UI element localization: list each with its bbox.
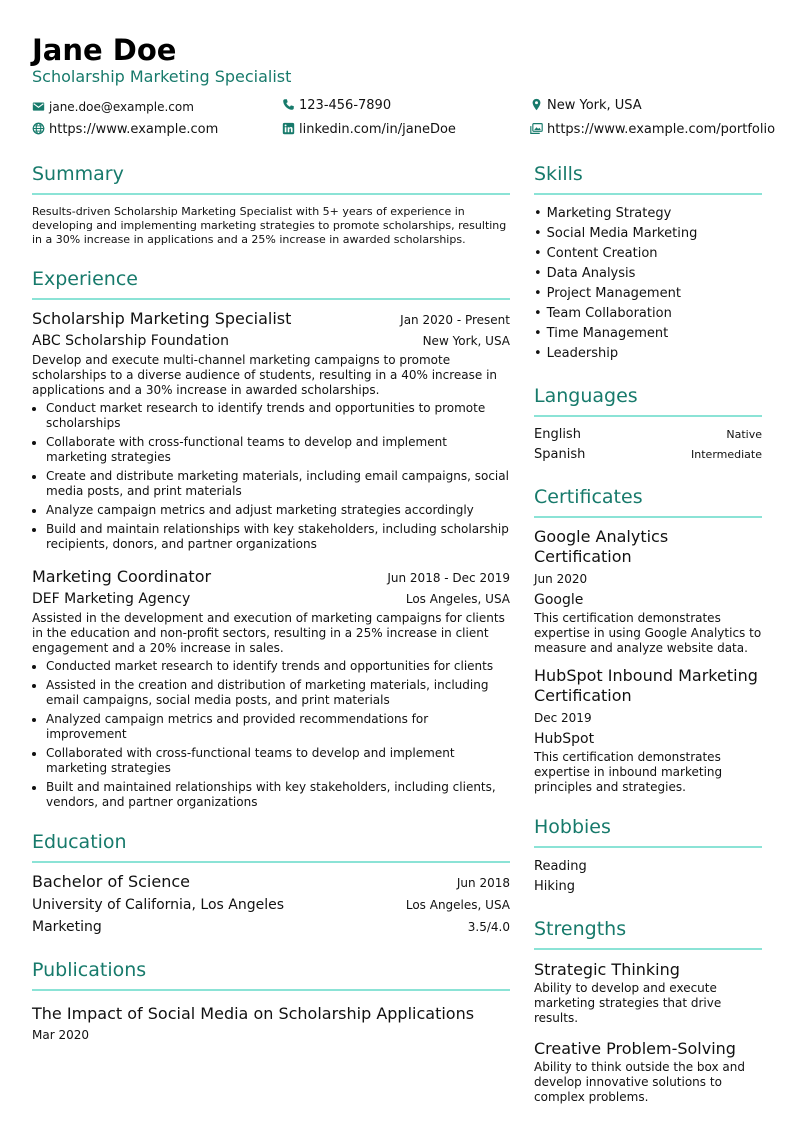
email-icon (32, 100, 45, 113)
publication-date: Mar 2020 (32, 1028, 89, 1042)
list-item: • Assisted in the creation and distribution of marketing materials, including email campaigns, social media posts, and print materials (46, 678, 510, 708)
certificate-description: This certification demonstrates expertise in inbound marketing principles and strategies. (534, 750, 723, 794)
phone-text: 123-456-7890 (299, 98, 392, 113)
globe-icon (32, 122, 45, 135)
strength-entry (534, 959, 762, 1026)
list-item: • Built and maintained relationships with key stakeholders, including clients, vendors, and partner organizations (46, 780, 510, 810)
contact-website[interactable] (32, 121, 218, 139)
education-section (32, 828, 510, 938)
language-row (534, 445, 762, 465)
certificates-section (534, 483, 762, 795)
contact-portfolio[interactable] (530, 121, 775, 139)
languages-section (534, 382, 762, 465)
candidate-title: Scholarship Marketing Specialist (32, 67, 292, 86)
list-item: • Collaborate with cross-functional teams to develop and implement marketing strategies (46, 435, 510, 465)
school-location: Los Angeles, USA (405, 898, 510, 912)
job-description: Assisted in the development and execution of marketing campaigns for clients in the education and non-profit sectors, resulting in a 25% increase in client engagement and a 20% increase in sales. (32, 611, 505, 655)
school-name: University of California, Los Angeles (32, 897, 285, 913)
job-location: Los Angeles, USA (405, 592, 510, 606)
certificate-name: Google Analytics Certification (534, 527, 669, 566)
list-item: • Create and distribute marketing materials, including email campaigns, social media posts, and print materials (46, 469, 510, 499)
field-of-study: Marketing (32, 919, 102, 935)
portfolio-text: https://www.example.com/portfolio (547, 122, 776, 137)
hobbies-list (534, 857, 762, 897)
list-item: • Conducted market research to identify trends and opportunities for clients (46, 659, 510, 674)
certificate-name: HubSpot Inbound Marketing Certification (534, 666, 758, 705)
experience-heading: Experience (32, 265, 510, 300)
hobbies-section (534, 813, 762, 897)
summary-text: Results-driven Scholarship Marketing Specialist with 5+ years of experience in developing and implementing marketing strategies to promote scholarships, resulting in a 30% increase in applications and a 25% increase in awarded scholarships. (32, 205, 507, 246)
location-text: New York, USA (547, 98, 642, 113)
skills-heading: Skills (534, 160, 762, 195)
experience-section (32, 265, 510, 810)
publication-title: The Impact of Social Media on Scholarship Applications (32, 1004, 475, 1023)
contact-location (530, 97, 642, 115)
list-item: • Marketing Strategy (534, 204, 762, 224)
education-entry (32, 871, 510, 938)
location-pin-icon (530, 98, 543, 111)
right-column (534, 160, 762, 1105)
list-item: Hiking (534, 879, 576, 894)
job-date: Jan 2020 - Present (400, 313, 510, 327)
languages-heading: Languages (534, 382, 762, 417)
strength-description: Ability to think outside the box and develop innovative solutions to complex problems. (534, 1060, 745, 1104)
language-row (534, 425, 762, 445)
contact-linkedin[interactable] (282, 121, 456, 139)
left-column (32, 160, 510, 1045)
job-location: New York, USA (422, 334, 510, 348)
publications-heading: Publications (32, 956, 510, 991)
strength-entry (534, 1038, 762, 1105)
list-item: • Analyzed campaign metrics and provided recommendations for improvement (46, 712, 510, 742)
list-item: • Social Media Marketing (534, 224, 762, 244)
certificate-description: This certification demonstrates expertise in using Google Analytics to measure and analyze website data. (534, 611, 762, 655)
job-description: Develop and execute multi-channel marketing campaigns to promote scholarships to a diverse audience of students, resulting in a 40% increase in applications and a 30% increase in awarded scholarships. (32, 353, 498, 397)
certificate-issuer: HubSpot (534, 731, 595, 747)
education-heading: Education (32, 828, 510, 863)
gpa: 3.5/4.0 (467, 920, 510, 934)
strengths-heading: Strengths (534, 915, 762, 950)
contact-phone[interactable] (282, 97, 391, 115)
linkedin-text: linkedin.com/in/janeDoe (299, 122, 456, 137)
publications-section (32, 956, 510, 1045)
skills-section (534, 160, 762, 364)
language-level: Native (726, 428, 762, 441)
list-item: • Conduct market research to identify trends and opportunities to promote scholarships (46, 401, 510, 431)
language-level: Intermediate (691, 448, 762, 461)
job-organization: ABC Scholarship Foundation (32, 333, 229, 349)
list-item: • Content Creation (534, 244, 762, 264)
list-item: • Build and maintain relationships with key stakeholders, including scholarship recipients, donors, and partner organizations (46, 522, 510, 552)
certificate-issuer: Google (534, 592, 584, 608)
list-item: • Data Analysis (534, 264, 762, 284)
job-organization: DEF Marketing Agency (32, 591, 191, 607)
phone-icon (282, 98, 295, 111)
certificate-date: Jun 2020 (534, 572, 588, 586)
list-item: • Analyze campaign metrics and adjust marketing strategies accordingly (46, 503, 510, 518)
strength-description: Ability to develop and execute marketing strategies that drive results. (534, 981, 722, 1025)
summary-section (32, 160, 510, 247)
list-item: Reading (534, 859, 587, 874)
resume-header (32, 32, 772, 88)
job-title: Marketing Coordinator (32, 567, 212, 586)
language-name: Spanish (534, 447, 586, 462)
strength-name: Creative Problem-Solving (534, 1039, 736, 1058)
certificate-entry (534, 527, 762, 656)
languages-list (534, 425, 762, 465)
portfolio-icon (530, 122, 543, 135)
language-name: English (534, 427, 581, 442)
list-item: • Project Management (534, 284, 762, 304)
certificates-heading: Certificates (534, 483, 762, 518)
website-text: https://www.example.com (49, 122, 219, 137)
email-text: jane.doe@example.com (49, 100, 194, 114)
job-entry (32, 566, 510, 810)
strengths-section (534, 915, 762, 1105)
job-title: Scholarship Marketing Specialist (32, 309, 292, 328)
summary-heading: Summary (32, 160, 510, 195)
hobbies-heading: Hobbies (534, 813, 762, 848)
contact-email[interactable] (32, 98, 194, 116)
job-bullets (32, 401, 510, 552)
list-item: • Collaborated with cross-functional teams to develop and implement marketing strategies (46, 746, 510, 776)
job-date: Jun 2018 - Dec 2019 (387, 571, 510, 585)
list-item: • Team Collaboration (534, 304, 762, 324)
candidate-name: Jane Doe (32, 33, 177, 67)
skills-list (534, 204, 762, 364)
education-date: Jun 2018 (456, 876, 510, 890)
degree: Bachelor of Science (32, 872, 190, 891)
certificate-entry (534, 666, 762, 795)
list-item: • Time Management (534, 324, 762, 344)
list-item: • Leadership (534, 344, 762, 364)
linkedin-icon (282, 122, 295, 135)
strength-name: Strategic Thinking (534, 960, 680, 979)
certificate-date: Dec 2019 (534, 711, 592, 725)
job-bullets (32, 659, 510, 810)
job-entry (32, 308, 510, 552)
